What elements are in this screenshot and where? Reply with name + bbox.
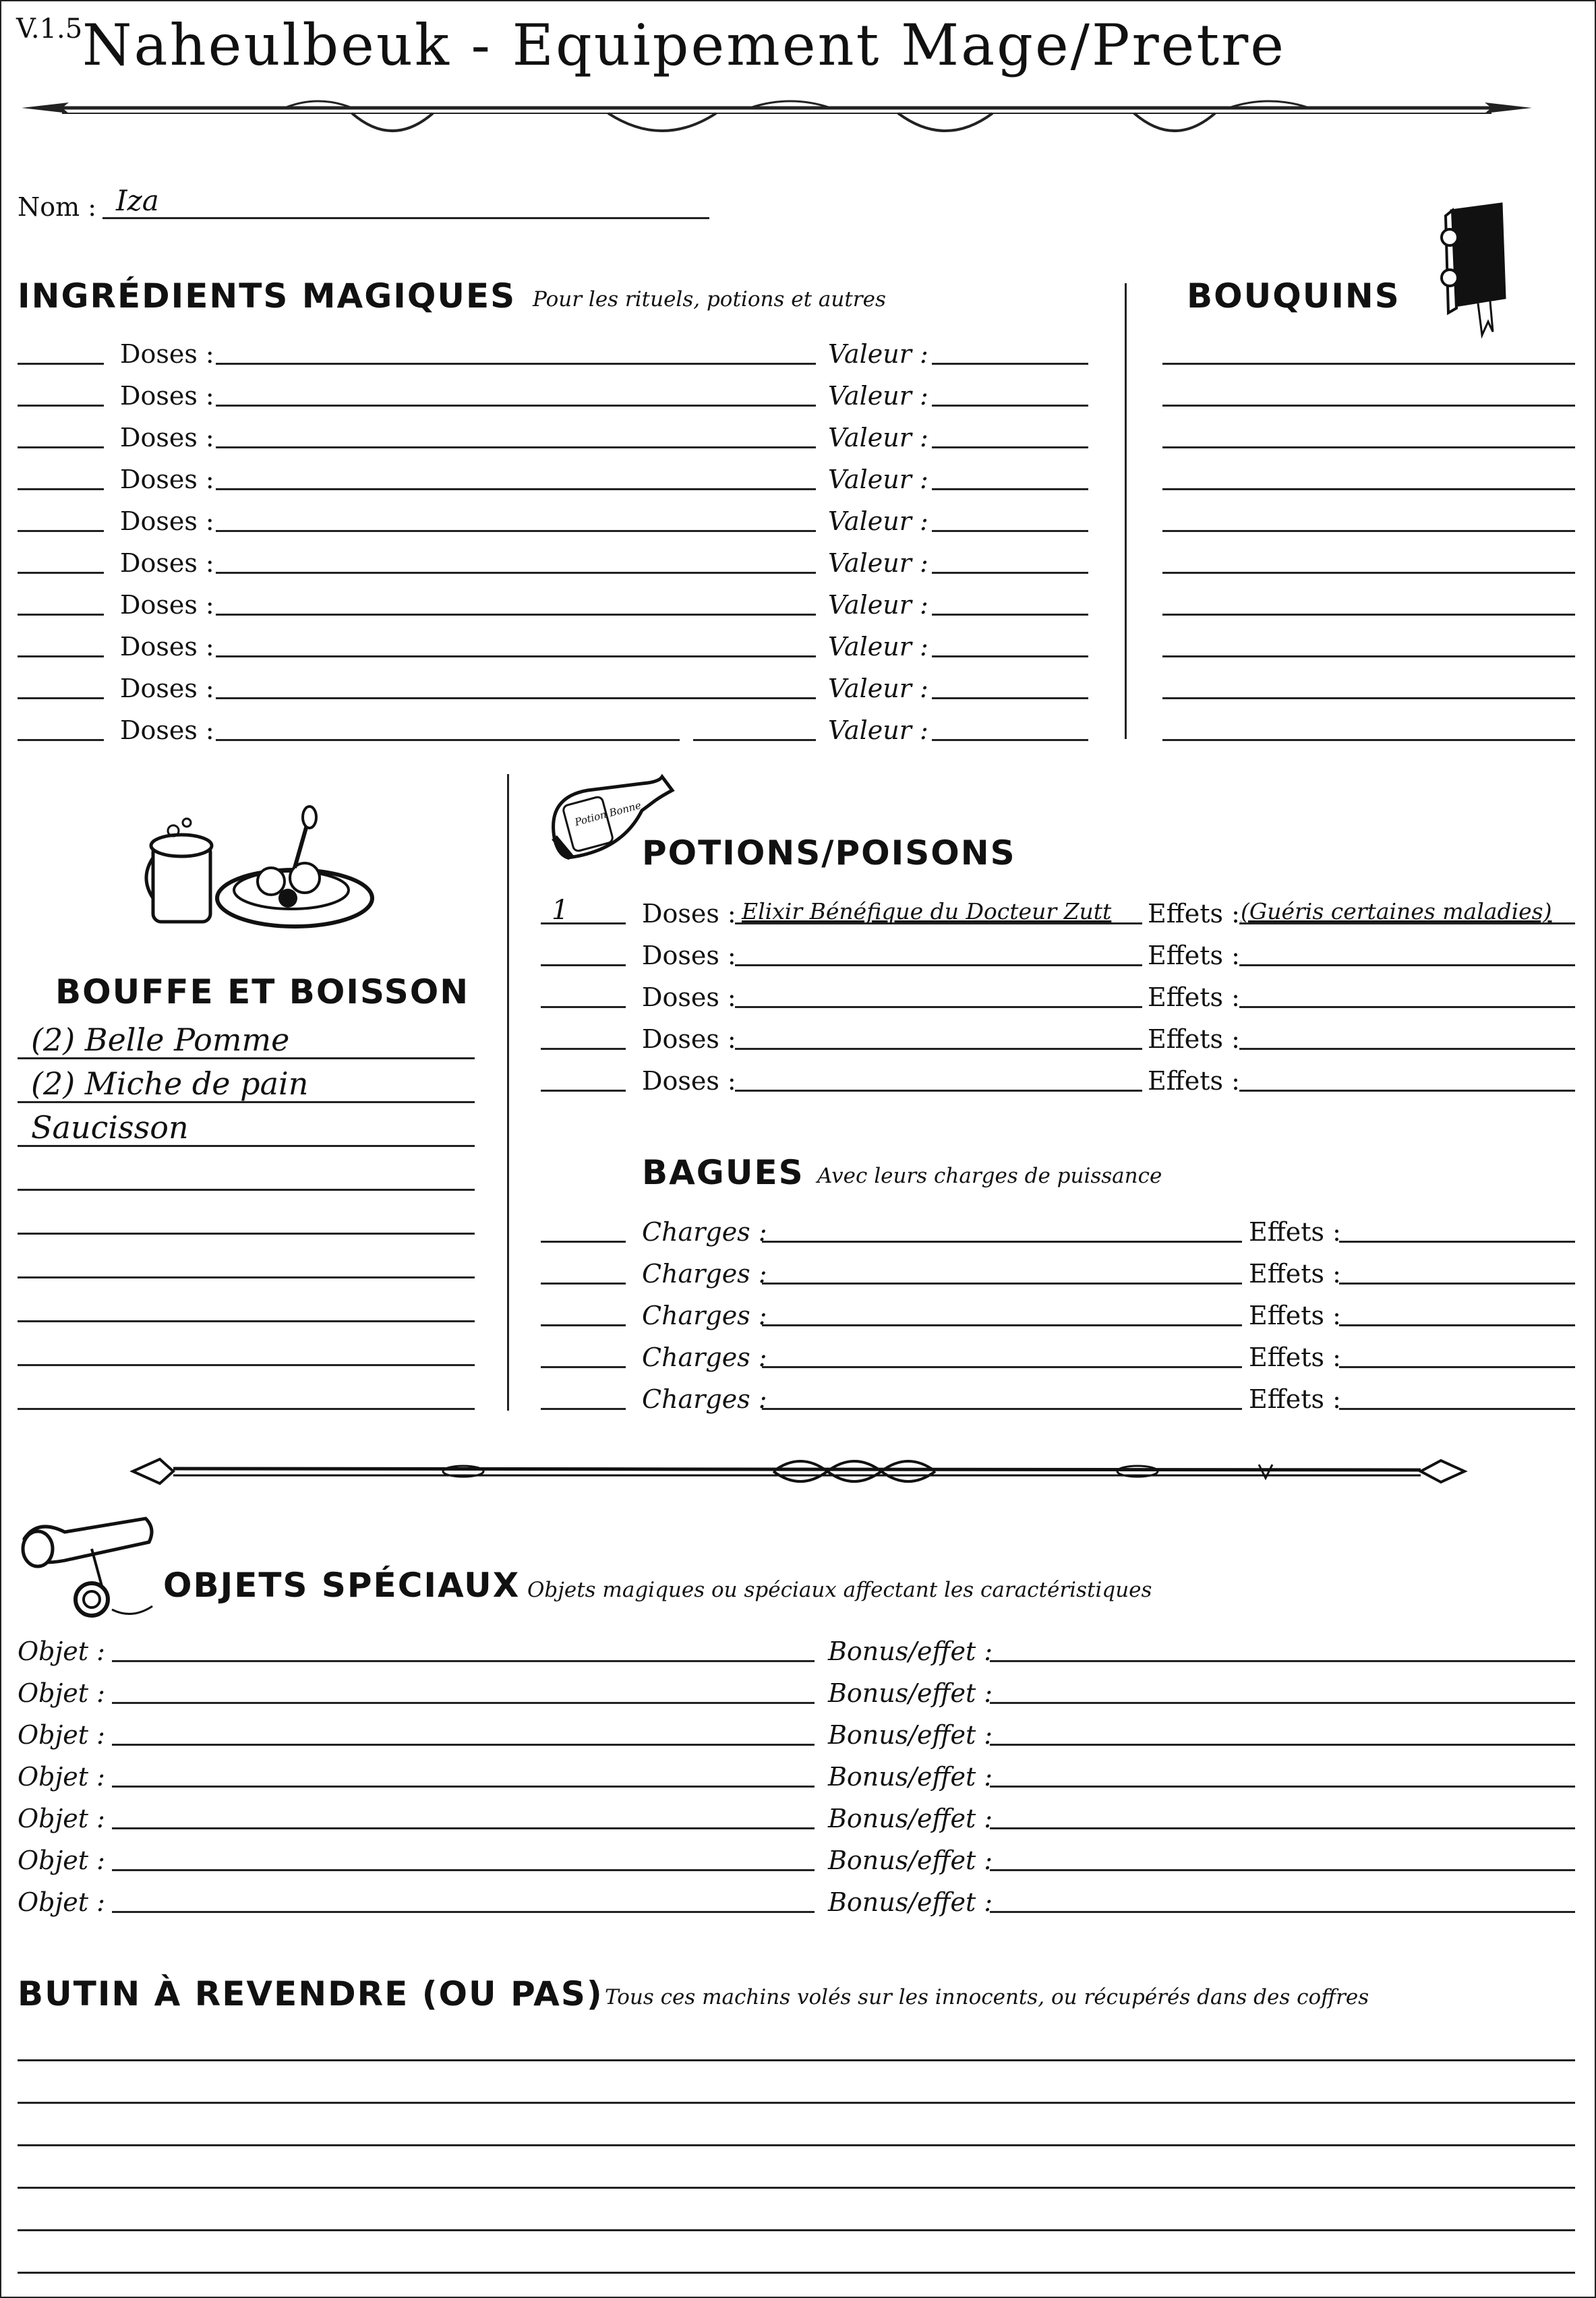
ingredient-valeur-field[interactable] — [932, 405, 1088, 407]
food-line-field[interactable] — [18, 1408, 475, 1410]
ring-effets-label: Effets : — [1249, 1301, 1341, 1330]
ingredient-valeur-label: Valeur : — [828, 674, 928, 703]
ring-effets-label: Effets : — [1249, 1217, 1341, 1247]
book-line-field[interactable] — [1162, 488, 1575, 490]
potion-name-field[interactable] — [735, 1090, 1142, 1092]
ring-charges-field[interactable] — [762, 1324, 1242, 1326]
ring-qty-field[interactable] — [541, 1366, 626, 1368]
ingredient-qty-field[interactable] — [18, 488, 104, 490]
ingredient-name-field[interactable] — [216, 405, 816, 407]
ingredient-name-field[interactable] — [216, 697, 816, 699]
loot-line-field[interactable] — [18, 2144, 1575, 2146]
potion-effect-value[interactable]: (Guéris certaines maladies) — [1241, 898, 1552, 924]
food-line-field[interactable] — [18, 1276, 475, 1278]
ingredient-valeur-label: Valeur : — [828, 381, 928, 411]
ring-charges-field[interactable] — [762, 1408, 1242, 1410]
butin-title: BUTIN À REVENDRE (OU PAS) — [18, 1974, 603, 2013]
ingredient-valeur-label: Valeur : — [828, 339, 928, 369]
ring-effect-field[interactable] — [1339, 1324, 1575, 1326]
ring-charges-field[interactable] — [762, 1241, 1242, 1243]
object-label: Objet : — [18, 1887, 105, 1917]
book-icon — [1438, 197, 1512, 338]
loot-line-field[interactable] — [18, 2229, 1575, 2231]
potion-name-value[interactable]: Elixir Bénéfique du Docteur Zutt — [742, 898, 1112, 924]
ingredient-valeur-field[interactable] — [932, 363, 1088, 365]
object-label: Objet : — [18, 1846, 105, 1875]
ring-charges-label: Charges : — [642, 1259, 767, 1289]
object-bonus-label: Bonus/effet : — [828, 1720, 993, 1750]
potion-name-field[interactable] — [735, 964, 1142, 966]
ingredients-subtitle: Pour les rituels, potions et autres — [533, 287, 886, 312]
ingredient-qty-field[interactable] — [18, 530, 104, 532]
food-item[interactable]: (2) Belle Pomme — [31, 1022, 290, 1058]
ingredient-qty-field[interactable] — [18, 446, 104, 448]
bouquins-title: BOUQUINS — [1187, 276, 1400, 316]
loot-line-field[interactable] — [18, 2187, 1575, 2189]
ingredient-valeur-label: Valeur : — [828, 506, 928, 536]
ingredient-doses-label: Doses : — [120, 674, 214, 703]
ring-effect-field[interactable] — [1339, 1366, 1575, 1368]
potion-doses-label: Doses : — [642, 1066, 736, 1096]
book-line-field[interactable] — [1162, 739, 1575, 741]
ring-effets-label: Effets : — [1249, 1384, 1341, 1414]
object-bonus-field[interactable] — [990, 1660, 1575, 1662]
loot-line-field[interactable] — [18, 2272, 1575, 2274]
object-bonus-field[interactable] — [990, 1911, 1575, 1913]
book-line-field[interactable] — [1162, 614, 1575, 616]
food-icon — [140, 804, 376, 945]
food-line-field[interactable] — [18, 1189, 475, 1191]
potion-effets-label: Effets : — [1148, 899, 1240, 929]
object-name-field[interactable] — [112, 1786, 815, 1788]
potion-doses-label: Doses : — [642, 1024, 736, 1054]
name-field-line — [102, 217, 709, 219]
ingredient-doses-label: Doses : — [120, 465, 214, 494]
potion-effect-field[interactable] — [1239, 964, 1575, 966]
staff-divider-icon — [126, 1444, 1468, 1498]
ring-charges-label: Charges : — [642, 1301, 767, 1330]
potion-qty-value[interactable]: 1 — [552, 895, 569, 926]
object-bonus-field[interactable] — [990, 1702, 1575, 1704]
ingredient-doses-label: Doses : — [120, 590, 214, 620]
ring-effect-field[interactable] — [1339, 1283, 1575, 1285]
ingredient-valeur-label: Valeur : — [828, 465, 928, 494]
ingredient-qty-field[interactable] — [18, 614, 104, 616]
ingredient-valeur-field[interactable] — [932, 739, 1088, 741]
ingredient-name-field[interactable] — [216, 488, 816, 490]
potion-effets-label: Effets : — [1148, 1024, 1240, 1054]
bagues-subtitle: Avec leurs charges de puissance — [817, 1164, 1162, 1188]
ingredient-doses-label: Doses : — [120, 506, 214, 536]
ring-charges-label: Charges : — [642, 1343, 767, 1372]
scroll-ring-icon — [18, 1512, 159, 1626]
object-label: Objet : — [18, 1678, 105, 1708]
ingredient-doses-label: Doses : — [120, 381, 214, 411]
ingredient-qty-field[interactable] — [18, 655, 104, 657]
ring-charges-label: Charges : — [642, 1217, 767, 1247]
name-label: Nom : — [18, 192, 97, 222]
object-bonus-field[interactable] — [990, 1827, 1575, 1829]
bagues-title: BAGUES — [642, 1153, 804, 1192]
potion-doses-label: Doses : — [642, 941, 736, 970]
page-title: Naheulbeuk - Equipement Mage/Pretre — [82, 12, 1286, 78]
ingredient-name-field[interactable] — [216, 614, 816, 616]
food-line-field[interactable] — [18, 1320, 475, 1322]
potion-qty-field[interactable] — [541, 1090, 626, 1092]
ring-effect-field[interactable] — [1339, 1408, 1575, 1410]
food-item[interactable]: Saucisson — [31, 1109, 189, 1146]
ingredient-valeur-field[interactable] — [932, 530, 1088, 532]
object-bonus-label: Bonus/effet : — [828, 1846, 993, 1875]
ring-charges-field[interactable] — [762, 1283, 1242, 1285]
ingredient-qty-field[interactable] — [18, 697, 104, 699]
ring-qty-field[interactable] — [541, 1324, 626, 1326]
food-line-field[interactable] — [18, 1233, 475, 1235]
ingredient-doses-label: Doses : — [120, 632, 214, 661]
object-bonus-field[interactable] — [990, 1744, 1575, 1746]
ingredient-valeur-field[interactable] — [932, 614, 1088, 616]
ingredient-name-field[interactable] — [216, 572, 816, 574]
ingredient-valeur-field[interactable] — [932, 446, 1088, 448]
object-name-field[interactable] — [112, 1702, 815, 1704]
ingredient-valeur-label: Valeur : — [828, 715, 928, 745]
ring-effets-label: Effets : — [1249, 1259, 1341, 1289]
potion-qty-field[interactable] — [541, 1048, 626, 1050]
ingredients-divider — [1125, 283, 1127, 739]
ingredient-name-field[interactable] — [216, 655, 816, 657]
ring-qty-field[interactable] — [541, 1241, 626, 1243]
objets-title: OBJETS SPÉCIAUX — [163, 1566, 521, 1605]
loot-line-field[interactable] — [18, 2059, 1575, 2061]
ingredient-valeur-label: Valeur : — [828, 590, 928, 620]
ring-charges-label: Charges : — [642, 1384, 767, 1414]
potion-effect-field[interactable] — [1239, 1090, 1575, 1092]
ingredient-name-field[interactable] — [216, 363, 816, 365]
book-line-field[interactable] — [1162, 363, 1575, 365]
food-item[interactable]: (2) Miche de pain — [31, 1065, 309, 1102]
ingredient-name-field[interactable] — [216, 739, 680, 741]
object-bonus-field[interactable] — [990, 1786, 1575, 1788]
ingredient-qty-field[interactable] — [18, 405, 104, 407]
book-line-field[interactable] — [1162, 697, 1575, 699]
object-name-field[interactable] — [112, 1827, 815, 1829]
ingredient-valeur-label: Valeur : — [828, 423, 928, 452]
ingredient-valeur-field[interactable] — [932, 697, 1088, 699]
spear-border-icon — [15, 88, 1539, 148]
ring-charges-field[interactable] — [762, 1366, 1242, 1368]
potion-effets-label: Effets : — [1148, 982, 1240, 1012]
ring-qty-field[interactable] — [541, 1408, 626, 1410]
book-line-field[interactable] — [1162, 530, 1575, 532]
object-label: Objet : — [18, 1637, 105, 1666]
object-label: Objet : — [18, 1804, 105, 1833]
potion-effect-field[interactable] — [1239, 1048, 1575, 1050]
potion-name-field[interactable] — [735, 1048, 1142, 1050]
ingredient-name-field[interactable] — [216, 530, 816, 532]
object-bonus-label: Bonus/effet : — [828, 1887, 993, 1917]
loot-line-field[interactable] — [18, 2102, 1575, 2104]
potion-effect-field[interactable] — [1239, 1006, 1575, 1008]
ring-effets-label: Effets : — [1249, 1343, 1341, 1372]
ingredient-doses-label: Doses : — [120, 548, 214, 578]
ingredient-name-field[interactable] — [216, 446, 816, 448]
ingredients-title: INGRÉDIENTS MAGIQUES — [18, 276, 516, 316]
objets-subtitle: Objets magiques ou spéciaux affectant les caractéristiques — [527, 1578, 1152, 1602]
potions-title: POTIONS/POISONS — [642, 833, 1016, 873]
ingredient-doses-label: Doses : — [120, 715, 214, 745]
ingredient-extra-field[interactable] — [693, 739, 816, 741]
object-bonus-label: Bonus/effet : — [828, 1762, 993, 1792]
ring-qty-field[interactable] — [541, 1283, 626, 1285]
object-name-field[interactable] — [112, 1660, 815, 1662]
ingredient-valeur-field[interactable] — [932, 488, 1088, 490]
ingredient-qty-field[interactable] — [18, 739, 104, 741]
potion-effets-label: Effets : — [1148, 941, 1240, 970]
food-line-field[interactable] — [18, 1364, 475, 1366]
potion-qty-field[interactable] — [541, 1006, 626, 1008]
potion-effets-label: Effets : — [1148, 1066, 1240, 1096]
name-value[interactable]: Iza — [116, 184, 159, 217]
book-line-field[interactable] — [1162, 655, 1575, 657]
butin-subtitle: Tous ces machins volés sur les innocents, ou récupérés dans des coffres — [605, 1985, 1369, 2009]
potion-name-field[interactable] — [735, 1006, 1142, 1008]
ingredient-doses-label: Doses : — [120, 423, 214, 452]
potion-doses-label: Doses : — [642, 982, 736, 1012]
middle-divider — [507, 774, 509, 1411]
object-bonus-label: Bonus/effet : — [828, 1804, 993, 1833]
potion-qty-field[interactable] — [541, 964, 626, 966]
object-bonus-label: Bonus/effet : — [828, 1678, 993, 1708]
ingredient-valeur-label: Valeur : — [828, 632, 928, 661]
book-line-field[interactable] — [1162, 572, 1575, 574]
book-line-field[interactable] — [1162, 405, 1575, 407]
object-name-field[interactable] — [112, 1911, 815, 1913]
ingredient-valeur-field[interactable] — [932, 655, 1088, 657]
object-name-field[interactable] — [112, 1869, 815, 1871]
object-bonus-field[interactable] — [990, 1869, 1575, 1871]
ingredient-valeur-field[interactable] — [932, 572, 1088, 574]
ingredient-doses-label: Doses : — [120, 339, 214, 369]
ingredient-qty-field[interactable] — [18, 572, 104, 574]
potion-bottle-label: Potion Bonne — [573, 799, 643, 829]
version-label: V.1.5 — [16, 13, 83, 45]
object-bonus-label: Bonus/effet : — [828, 1637, 993, 1666]
potion-doses-label: Doses : — [642, 899, 736, 929]
object-label: Objet : — [18, 1762, 105, 1792]
ring-effect-field[interactable] — [1339, 1241, 1575, 1243]
ingredient-valeur-label: Valeur : — [828, 548, 928, 578]
book-line-field[interactable] — [1162, 446, 1575, 448]
object-name-field[interactable] — [112, 1744, 815, 1746]
object-label: Objet : — [18, 1720, 105, 1750]
bouffe-title: BOUFFE ET BOISSON — [55, 972, 470, 1011]
ingredient-qty-field[interactable] — [18, 363, 104, 365]
